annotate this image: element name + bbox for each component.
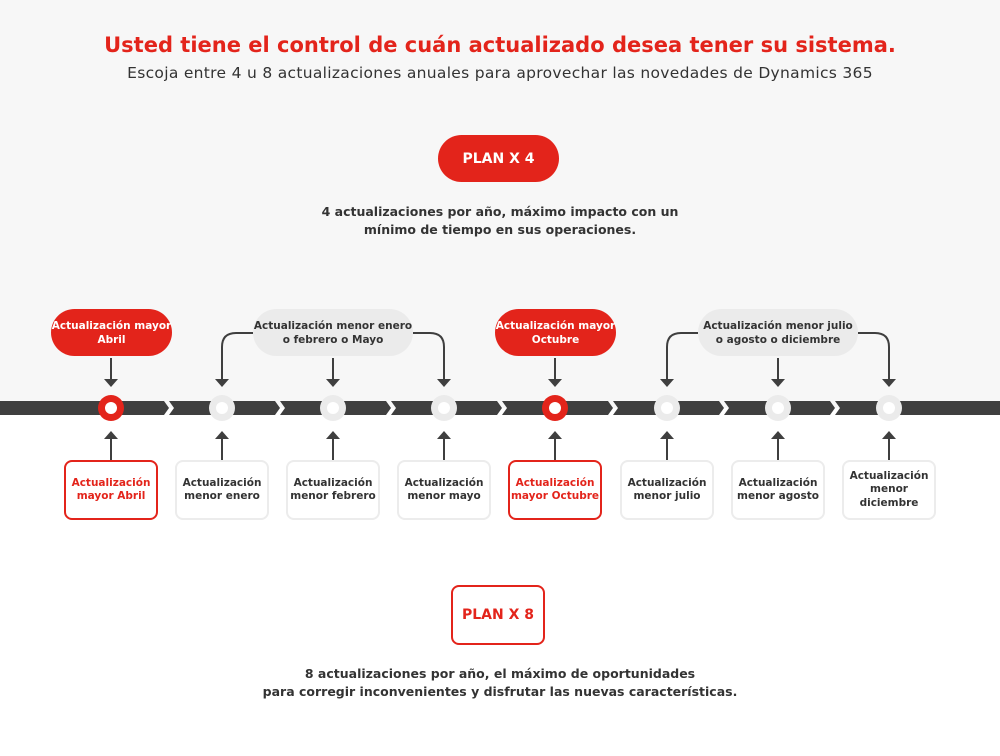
arrow-down-icon [104,379,118,387]
plan-x8-description-line: 8 actualizaciones por año, el máximo de oportunidades [304,666,696,681]
top-label-major-octubre: Actualización mayor Octubre [495,309,616,356]
arrow-down-icon [882,379,896,387]
timeline-node-center [438,402,450,414]
bottom-box-2: Actualización menor enero [175,460,269,520]
top-label-minor-group-1: Actualización menor enero o febrero o Mayo [253,309,413,356]
bottom-box-4: Actualización menor mayo [397,460,491,520]
bottom-box-8: Actualización menor diciembre [842,460,936,520]
bottom-box-5: Actualización mayor Octubre [508,460,602,520]
arrow-down-icon [437,379,451,387]
timeline-node-center [549,402,561,414]
timeline-node-center [105,402,117,414]
arrow-down-icon [771,379,785,387]
bottom-box-1: Actualización mayor Abril [64,460,158,520]
arrow-up-icon [326,431,340,439]
arrow-down-icon [548,379,562,387]
plan-x8-description-line: para corregir inconvenientes y disfrutar las nuevas características. [262,684,738,699]
plan-x8-badge: PLAN X 8 [451,585,545,645]
timeline-node-center [772,402,784,414]
arrow-up-icon [771,431,785,439]
arrow-down-icon [326,379,340,387]
timeline-segment [0,401,169,415]
timeline-node-center [883,402,895,414]
plan-x4-description-line: mínimo de tiempo en sus operaciones. [363,222,637,237]
arrow-up-icon [104,431,118,439]
page-subtitle: Escoja entre 4 u 8 actualizaciones anuales para aprovechar las novedades de Dynamics 365 [127,64,873,82]
page-title: Usted tiene el control de cuán actualizado desea tener su sistema. [104,33,896,57]
plan-x4-badge: PLAN X 4 [438,135,559,182]
arrow-up-icon [660,431,674,439]
bottom-box-7: Actualización menor agosto [731,460,825,520]
curved-arrow-line [413,333,444,380]
timeline-node-center [327,402,339,414]
arrow-up-icon [215,431,229,439]
curved-arrow-line [667,333,698,380]
curved-arrow-line [222,333,253,380]
bottom-box-3: Actualización menor febrero [286,460,380,520]
arrow-up-icon [548,431,562,439]
top-label-major-abril: Actualización mayor Abril [51,309,172,356]
timeline-node-center [216,402,228,414]
bottom-box-6: Actualización menor julio [620,460,714,520]
arrow-down-icon [215,379,229,387]
timeline-node-center [661,402,673,414]
plan-x8-description [0,665,1000,701]
curved-arrow-line [858,333,889,380]
top-label-minor-group-2: Actualización menor julio o agosto o diciembre [698,309,858,356]
arrow-up-icon [882,431,896,439]
plan-x4-description-line: 4 actualizaciones por año, máximo impacto con un [321,204,679,219]
arrow-down-icon [660,379,674,387]
arrow-up-icon [437,431,451,439]
timeline-segment [835,401,1000,415]
